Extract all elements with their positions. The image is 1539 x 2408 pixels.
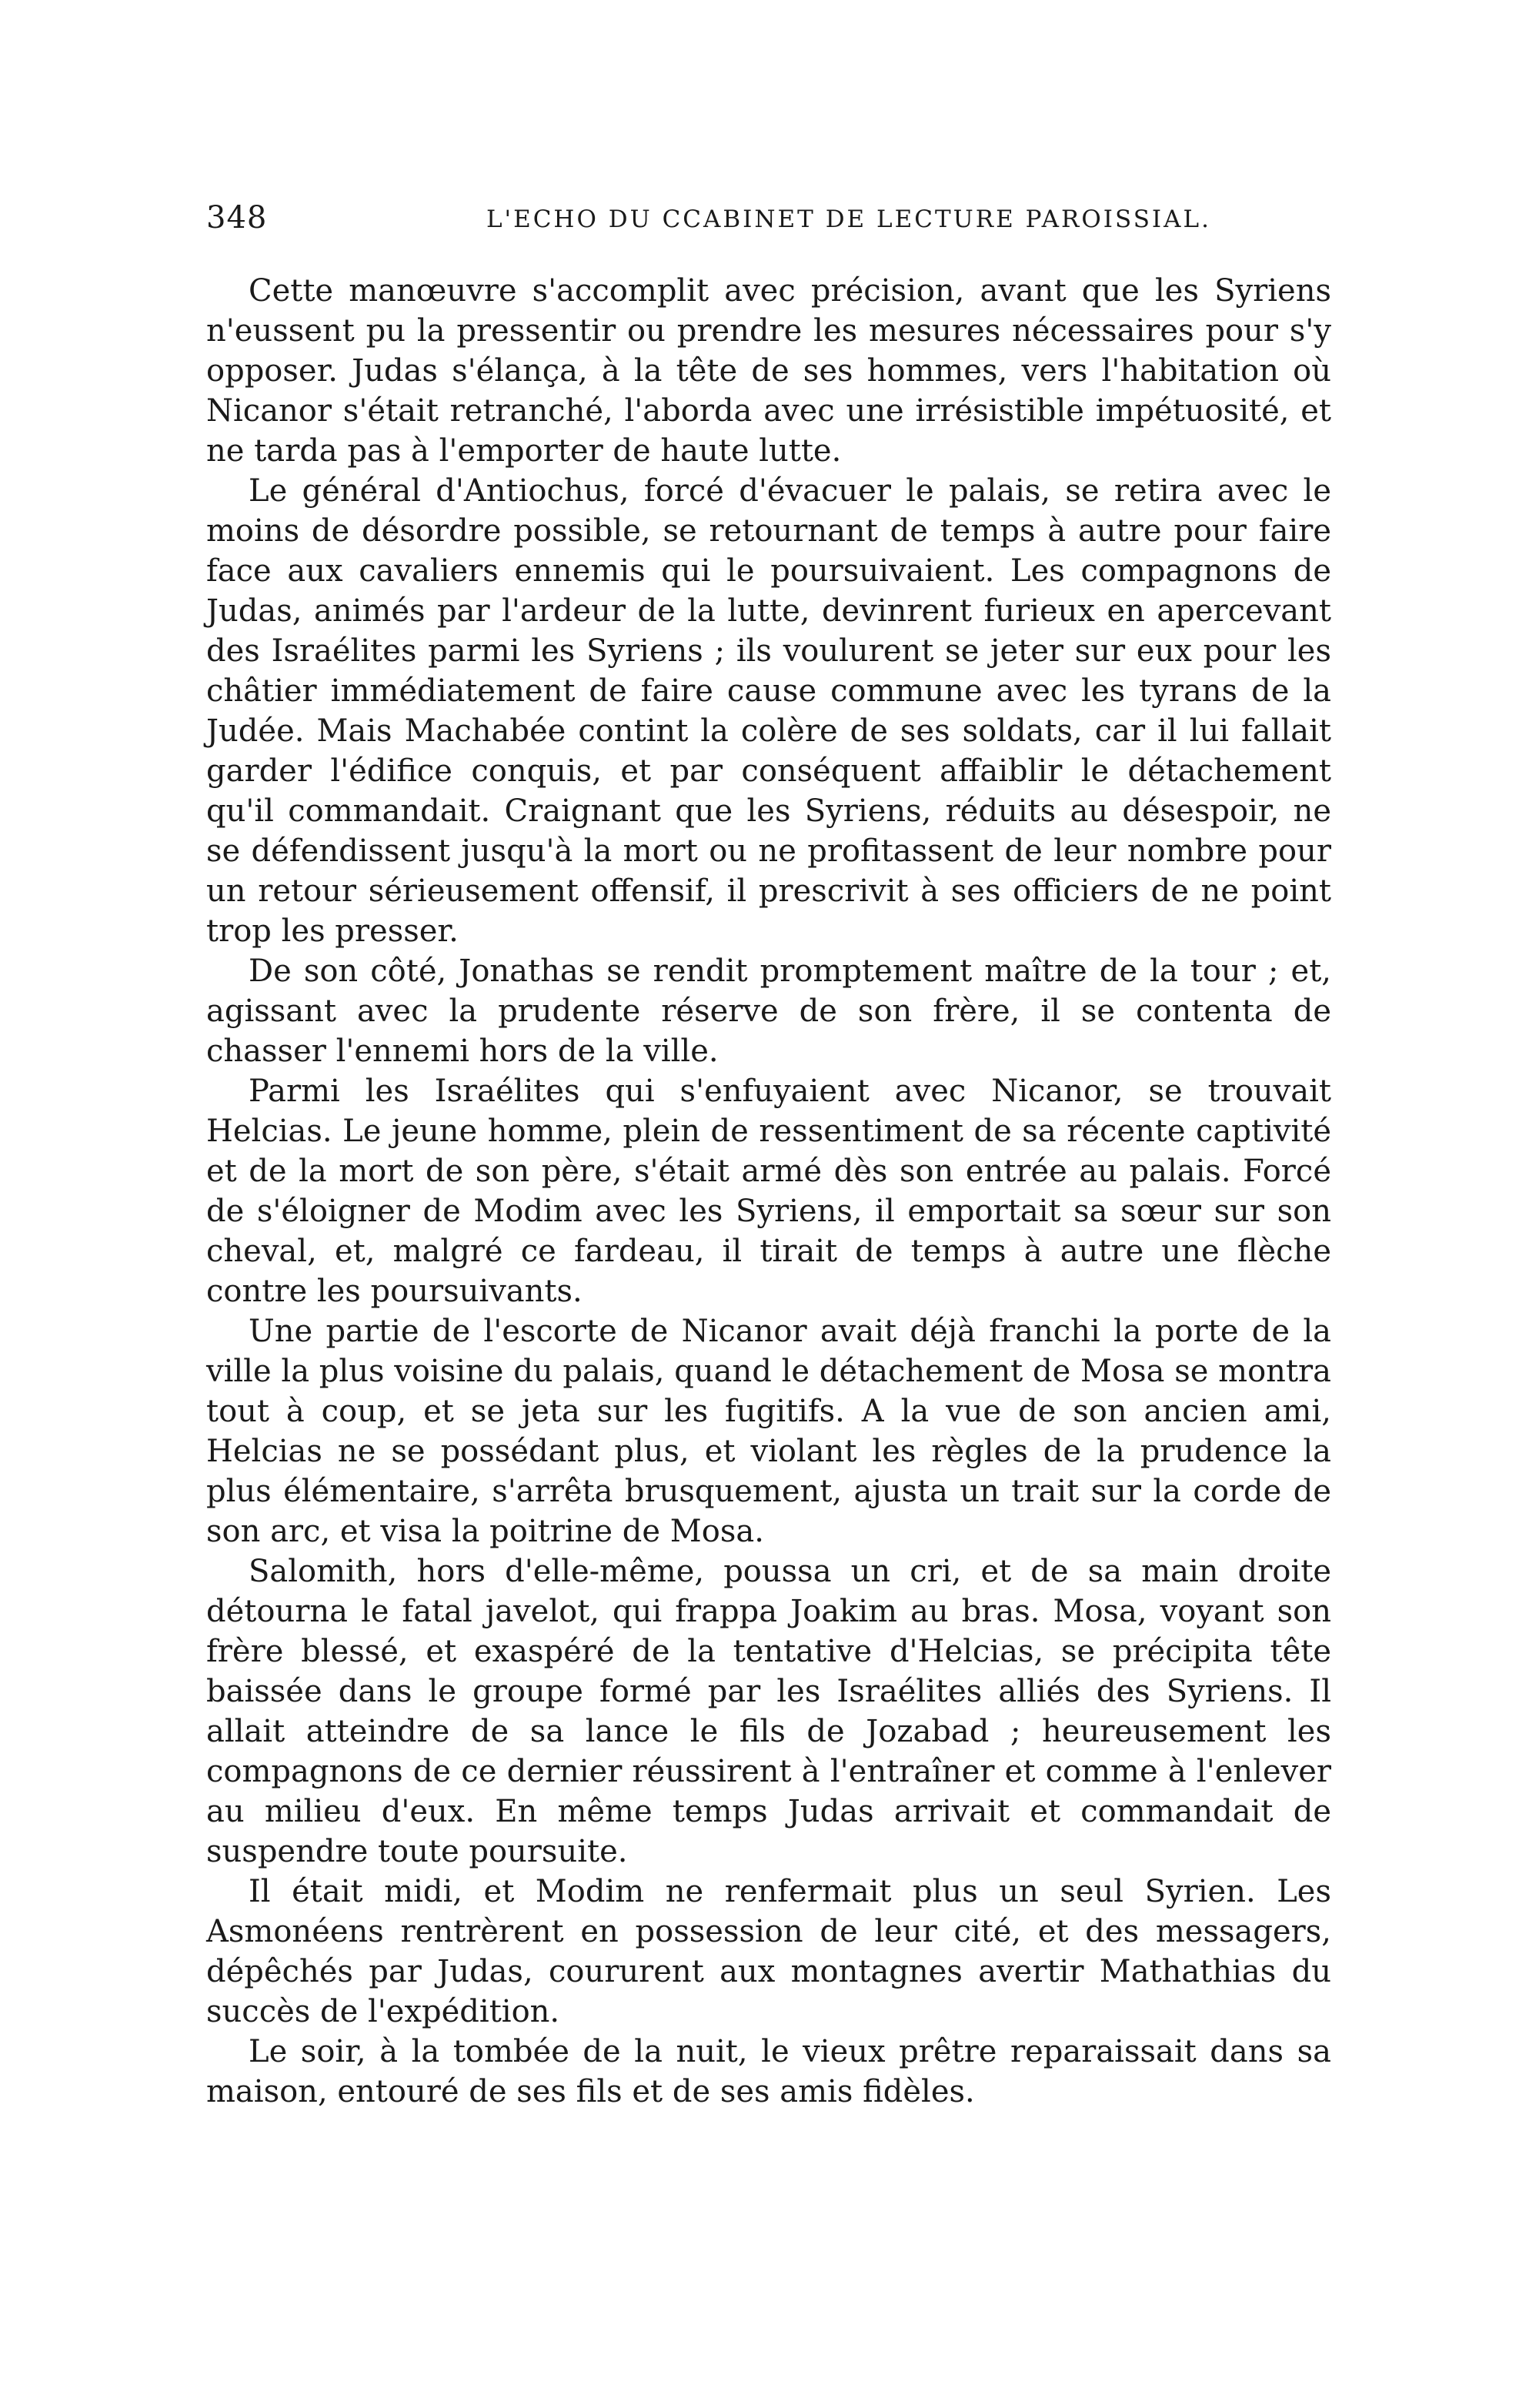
page-number: 348 <box>206 200 268 235</box>
running-title: L'ECHO DU CCABINET DE LECTURE PAROISSIAL. <box>486 205 1212 233</box>
page-body <box>206 271 1331 2112</box>
paragraph: De son côté, Jonathas se rendit promptement maître de la tour ; et, agissant avec la prudente réserve de son frère, il se contenta de chasser l'ennemi hors de la ville. <box>206 954 1331 1069</box>
paragraph: Cette manœuvre s'accomplit avec précision, avant que les Syriens n'eussent pu la pressentir ou prendre les mesures nécessaires pour s'y opposer. Judas s'élança, à la tête de ses hommes, vers l'habitation où Nicanor s'était retranché, l'aborda avec une irrésistible impétuosité, et ne tarda pas à l'emporter de haute lutte. <box>206 273 1331 469</box>
page-header <box>206 199 1345 237</box>
paragraph: Le soir, à la tombée de la nuit, le vieux prêtre reparaissait dans sa maison, entouré de ses fils et de ses amis fidèles. <box>206 2034 1331 2109</box>
paragraph: Il était midi, et Modim ne renfermait plus un seul Syrien. Les Asmonéens rentrèrent en possession de leur cité, et des messagers, dépêchés par Judas, coururent aux montagnes avertir Mathathias du succès de l'expédition. <box>206 1874 1331 2029</box>
paragraph: Une partie de l'escorte de Nicanor avait déjà franchi la porte de la ville la plus voisine du palais, quand le détachement de Mosa se montra tout à coup, et se jeta sur les fugitifs. A la vue de son ancien ami, Helcias ne se possédant plus, et violant les règles de la prudence la plus élémentaire, s'arrêta brusquement, ajusta un trait sur la corde de son arc, et visa la poitrine de Mosa. <box>206 1314 1331 1549</box>
paragraph: Parmi les Israélites qui s'enfuyaient avec Nicanor, se trouvait Helcias. Le jeune homme, plein de ressentiment de sa récente captivité et de la mort de son père, s'était armé dès son entrée au palais. Forcé de s'éloigner de Modim avec les Syriens, il emportait sa sœur sur son cheval, et, malgré ce fardeau, il tirait de temps à autre une flèche contre les poursuivants. <box>206 1074 1331 1309</box>
paragraph: Le général d'Antiochus, forcé d'évacuer le palais, se retira avec le moins de désordre possible, se retournant de temps à autre pour faire face aux cavaliers ennemis qui le poursuivaient. Les compagnons de Judas, animés par l'ardeur de la lutte, devinrent furieux en apercevant des Israélites parmi les Syriens ; ils voulurent se jeter sur eux pour les châtier immédiatement de faire cause commune avec les tyrans de la Judée. Mais Machabée contint la colère de ses soldats, car il lui fallait garder l'édifice conquis, et par conséquent affaiblir le détachement qu'il commandait. Craignant que les Syriens, réduits au désespoir, ne se défendissent jusqu'à la mort ou ne profitassent de leur nombre pour un retour sérieusement offensif, il prescrivit à ses officiers de ne point trop les presser. <box>206 473 1331 949</box>
paragraph: Salomith, hors d'elle-même, poussa un cri, et de sa main droite détourna le fatal javelot, qui frappa Joakim au bras. Mosa, voyant son frère blessé, et exaspéré de la tentative d'Helcias, se précipita tête baissée dans le groupe formé par les Israélites alliés des Syriens. Il allait atteindre de sa lance le fils de Jozabad ; heureusement les compagnons de ce dernier réussirent à l'entraîner et comme à l'enlever au milieu d'eux. En même temps Judas arrivait et commandait de suspendre toute poursuite. <box>206 1554 1331 1869</box>
